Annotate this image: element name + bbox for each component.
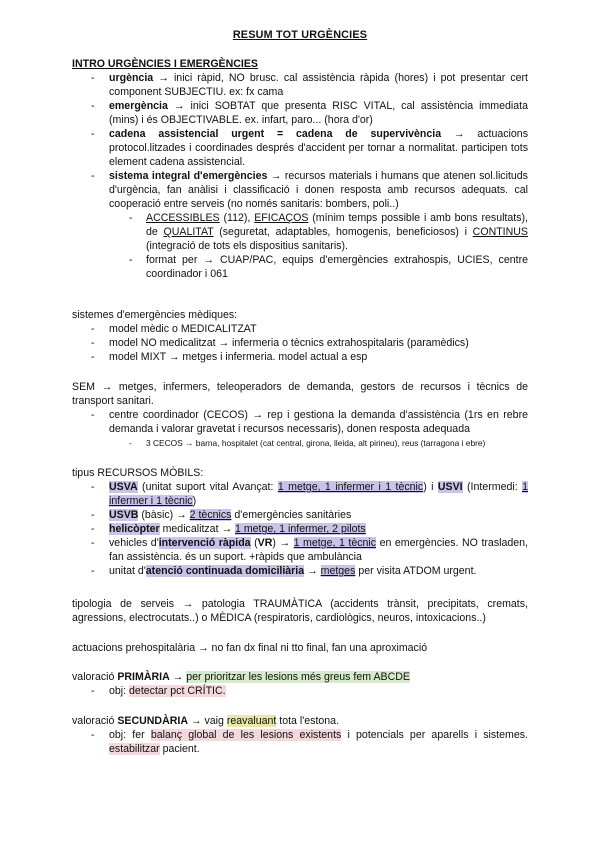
list-item	[72, 536, 528, 564]
list-item	[72, 508, 528, 522]
term-cadena: cadena assistencial urgent = cadena de supervivència	[109, 128, 442, 140]
page-title: RESUM TOT URGÈNCIES	[232, 29, 368, 41]
primaria-line	[72, 670, 528, 684]
term-continus: CONTINUS	[472, 226, 528, 238]
term-urgencia: urgència	[109, 72, 154, 84]
term-sistema: sistema integral d'emergències	[109, 170, 268, 182]
usvi-crew: 1 infermer i 1 tècnic	[109, 481, 528, 507]
resource-text: per visita ATDOM urgent.	[355, 565, 477, 577]
usvi-label: USVI	[437, 481, 463, 493]
format-text: format per → CUAP/PAC, equips d'emergències extrahospis, UCIES, centre coordinador i 061	[146, 254, 528, 280]
term-emergencia: emergència	[109, 100, 168, 112]
objective-highlight: balanç global de les lesions existents	[150, 729, 342, 741]
resource-text: (unitat suport vital Avançat:	[137, 481, 278, 493]
list-item: - model NO medicalitzat → infermeria o tècnics extrahospitalaris (paramèdics)	[72, 336, 528, 350]
resource-text: (Intermedi:	[462, 481, 523, 493]
usva-crew: 1 metge, 1 infermer i 1 tècnic	[277, 481, 424, 493]
atdom-crew: metges	[320, 565, 356, 577]
list-item	[72, 522, 528, 536]
resource-text: vehicles d'	[109, 537, 159, 549]
primaria-section	[72, 670, 528, 698]
atdom-label: atenció continuada domiciliària	[145, 565, 305, 577]
resource-text: d'emergències sanitàries	[231, 509, 352, 521]
sistemes-section	[72, 308, 528, 364]
definition-text: → inici SOBTAT que presenta RISC VITAL, cal assistència immediata (mins) i és OBJECTIVABLE. ex. infart, paro... (hora d'or)	[109, 100, 528, 126]
intro-list	[72, 71, 528, 211]
sem-section	[72, 380, 528, 450]
list-item: - centre coordinador (CECOS) → rep i gestiona la demanda d'assistència (1rs en rebre demanda i valorar gravetat i recursos necessaris), donen resposta adequada	[72, 408, 528, 436]
definition-text: (112),	[219, 212, 255, 224]
resource-text: →	[304, 565, 321, 577]
list-item	[72, 169, 528, 211]
objective-text: obj: fer	[109, 729, 151, 741]
resource-text: medicalitzat →	[159, 523, 235, 535]
term-eficacos: EFICAÇOS	[254, 212, 309, 224]
recursos-list	[72, 480, 528, 578]
objective-text: pacient.	[159, 743, 200, 755]
primaria-text: valoració	[72, 671, 118, 683]
sistemes-heading: sistemes d'emergències mèdiques:	[72, 309, 238, 321]
sem-text: SEM → metges, infermers, teleoperadors de demanda, gestors de recursos i tècnics de transport sanitari.	[72, 381, 528, 407]
secundaria-text: valoració	[72, 715, 118, 727]
secundaria-line	[72, 714, 528, 728]
primaria-text: →	[169, 671, 187, 683]
resource-text: (	[250, 537, 258, 549]
resource-text: ) i	[423, 481, 438, 493]
resource-text: )	[192, 495, 197, 507]
heli-crew: 1 metge, 1 infermer, 2 pilots	[235, 523, 366, 535]
sistemes-list	[72, 322, 528, 364]
definition-text: → recursos materials i humans que atenen sol.licituds d'urgència, fan anàlisi i classificació i donen resposta amb recursos adequats. cal cooperació entre serveis (no només sanitaris: bombers, poli..)	[109, 170, 528, 210]
definition-text: → inici ràpid, NO brusc. cal assistència ràpida (hores) i pot presentar cert component SUBJECTIU. ex: fx cama	[109, 72, 528, 98]
list-item: - model mèdic o MEDICALITZAT	[72, 322, 528, 336]
primaria-highlight: per prioritzar les lesions més greus fem ABCDE	[186, 671, 410, 683]
list-item: - model MIXT → metges i infermeria. model actual a esp	[72, 350, 528, 364]
secundaria-section	[72, 714, 528, 756]
definition-text: (seguretat, adaptables, homogenis, beneficiosos) i	[213, 226, 473, 238]
objective-text: i potencials per aparells i sistemes.	[341, 729, 528, 741]
vir-abbr: VR	[257, 537, 273, 549]
list-item: - 3 CECOS → barna, hospitalet (cat central, girona, lleida, alt pirineu), reus (tarragona i ebre)	[72, 436, 528, 450]
sem-list	[72, 408, 528, 450]
resource-text: unitat d'	[109, 565, 146, 577]
recursos-section	[72, 466, 528, 578]
usvb-label: USVB	[109, 509, 139, 521]
resource-text: ) →	[272, 537, 294, 549]
heli-label: helicòpter	[109, 523, 160, 535]
recursos-heading: tipus RECURSOS MÒBILS:	[72, 467, 204, 479]
secundaria-highlight: reavaluant	[226, 715, 277, 727]
list-item	[72, 253, 528, 281]
list-item	[72, 99, 528, 127]
secundaria-list	[72, 728, 528, 756]
primaria-term: PRIMÀRIA	[117, 671, 170, 683]
resource-text: (bàsic) →	[138, 509, 190, 521]
vir-label: intervenció ràpida	[158, 537, 251, 549]
actuacions-text: actuacions prehospitalària → no fan dx final ni tto final, fan una aproximació	[72, 642, 428, 654]
secundaria-text: tota l'estona.	[276, 715, 340, 727]
term-accessibles: ACCESSIBLES	[146, 212, 220, 224]
list-item	[72, 684, 528, 698]
secundaria-term: SECUNDÀRIA	[117, 715, 188, 727]
list-item	[72, 728, 528, 756]
objective-highlight: detectar pct CRÍTIC.	[129, 685, 226, 697]
intro-section	[72, 57, 528, 281]
term-qualitat: QUALITAT	[163, 226, 214, 238]
intro-heading: INTRO URGÈNCIES I EMERGÈNCIES	[72, 58, 259, 70]
list-item	[72, 71, 528, 99]
objective-text: obj:	[109, 685, 130, 697]
list-item	[72, 564, 528, 578]
list-item	[72, 211, 528, 253]
secundaria-text: → vaig	[187, 715, 227, 727]
usvb-crew: 2 tècnics	[189, 509, 232, 521]
intro-sublist	[72, 211, 528, 281]
list-item	[72, 127, 528, 169]
tipologia-text: tipologia de serveis → patologia TRAUMÀTICA (accidents trànsit, precipitats, cremats, agressions, electrocutats..) o MÈDICA (respiratoris, cardiològics, neuros, intoxicacions..)	[72, 598, 528, 624]
usva-label: USVA	[109, 481, 138, 493]
objective-highlight: estabilitzar	[109, 743, 160, 755]
vir-crew: 1 metge, 1 tècnic	[293, 537, 377, 549]
definition-text: (integració de tots els dispositius sanitaris).	[146, 240, 348, 252]
definition-text: → actuacions protocol.litzades i coordinades després d'accident per tornar a normalitat. participen tots element cadena assistencial.	[109, 128, 528, 168]
primaria-list	[72, 684, 528, 698]
list-item	[72, 480, 528, 508]
resource-text: en emergències. NO trasladen, fan assistència. és un suport. +ràpids que ambulància	[109, 537, 528, 563]
definition-text: (mínim temps possible i amb bons resultats), de	[146, 212, 528, 238]
